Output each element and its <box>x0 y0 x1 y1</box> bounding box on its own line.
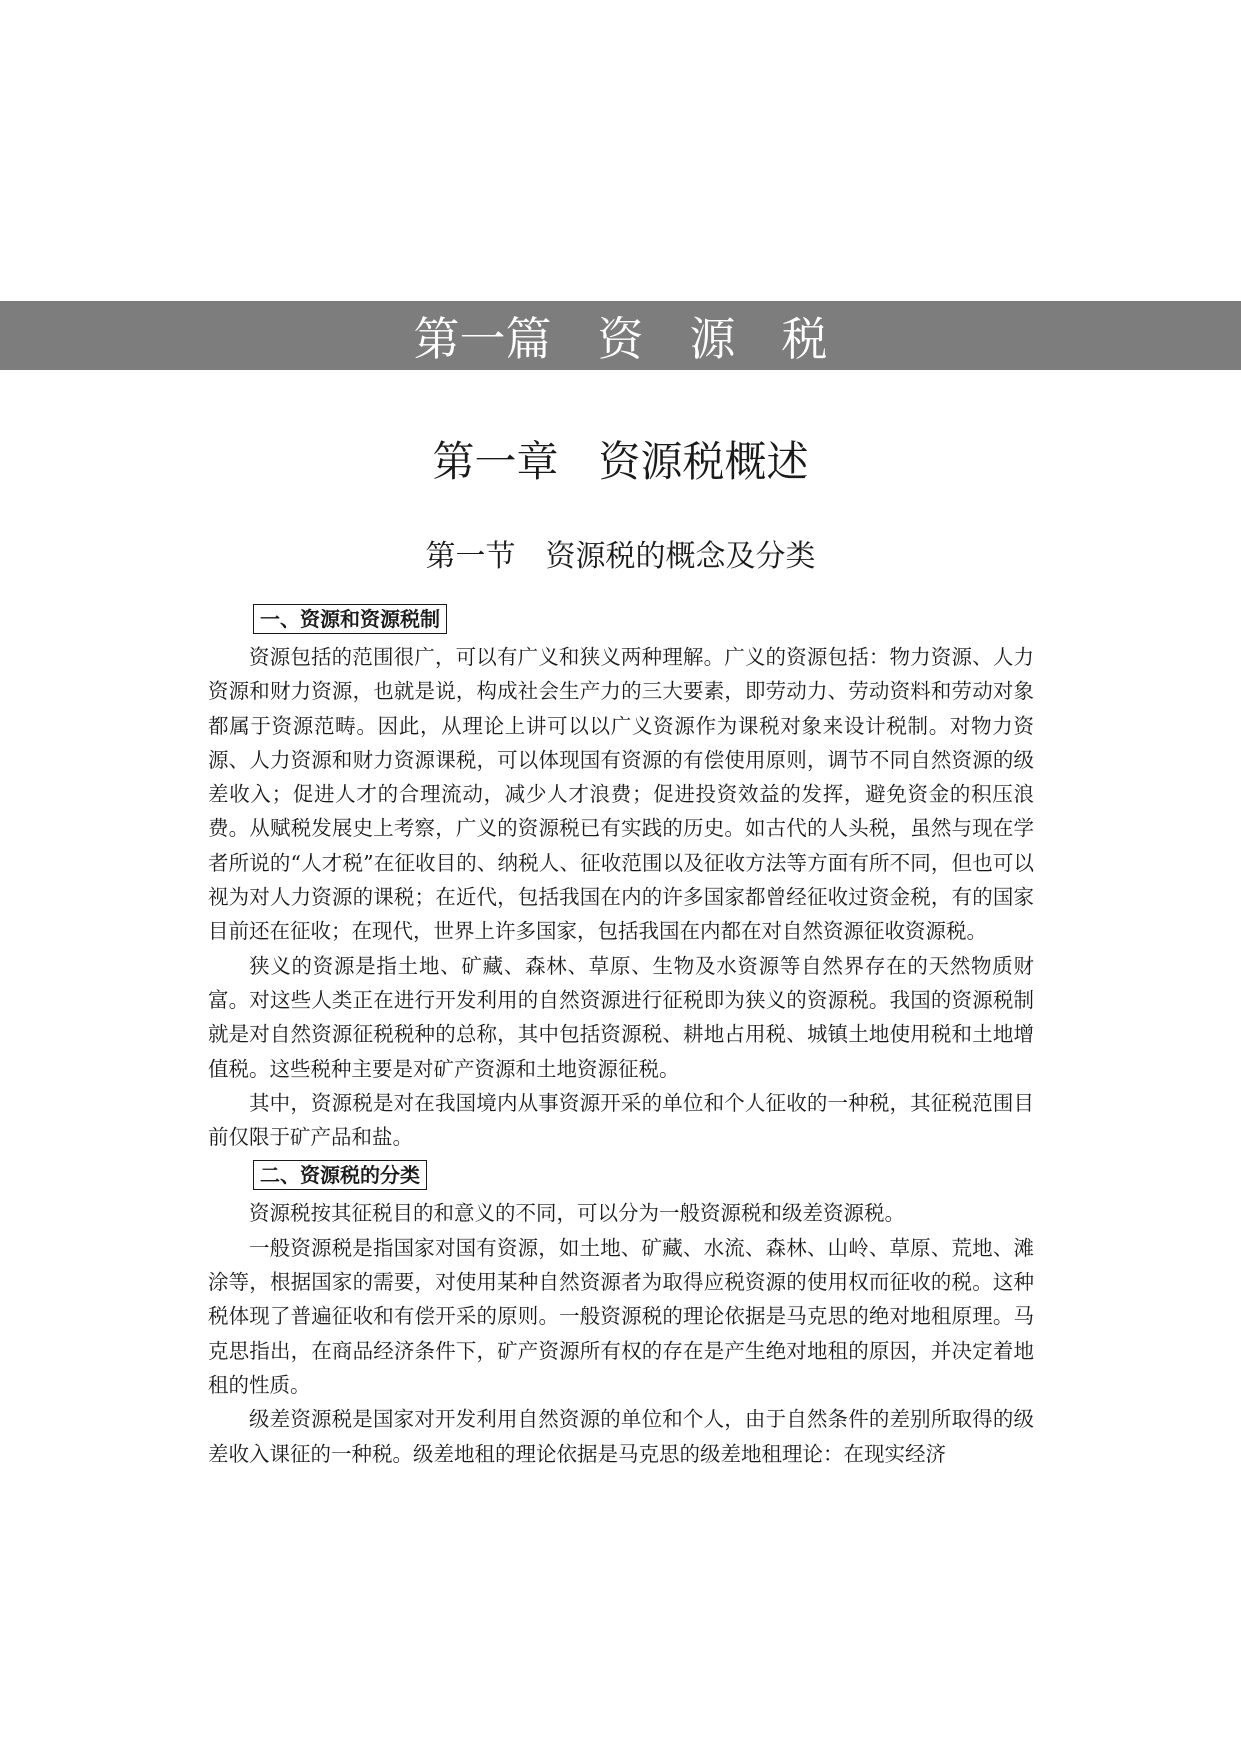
part-title-char: 税 <box>781 311 828 366</box>
body-content <box>208 602 1034 1471</box>
subsection-heading: 二、资源税的分类 <box>253 1160 427 1190</box>
body-paragraph: 狭义的资源是指土地、矿藏、森林、草原、生物及水资源等自然界存在的天然物质财富。对这些人类正在进行开发利用的自然资源进行征税即为狭义的资源税。我国的资源税制就是对自然资源征税税种的总称，其中包括资源税、耕地占用税、城镇土地使用税和土地增值税。这些税种主要是对矿产资源和土地资源征税。 <box>208 953 1034 1081</box>
body-paragraph: 其中，资源税是对在我国境内从事资源开采的单位和个人征收的一种税，其征税范围目前仅限于矿产品和盐。 <box>208 1090 1034 1150</box>
body-paragraph: 资源包括的范围很广，可以有广义和狭义两种理解。广义的资源包括：物力资源、人力资源和财力资源，也就是说，构成社会生产力的三大要素，即劳动力、劳动资料和劳动对象都属于资源范畴。因此，从理论上讲可以以广义资源作为课税对象来设计税制。对物力资源、人力资源和财力资源课税，可以体现国有资源的有偿使用原则，调节不同自然资源的级差收入；促进人才的合理流动，减少人才浪费；促进投资效益的发挥，避免资金的积压浪费。从赋税发展史上考察，广义的资源税已有实践的历史。如古代的人头税，虽然与现在学者所说的“人才税”在征收目的、纳税人、征收范围以及征收方法等方面有所不同，但也可以视为对人力资源的课税；在近代，包括我国在内的许多国家都曾经征收过资金税，有的国家目前还在征收；在现代，世界上许多国家，包括我国在内都在对自然资源征收资源税。 <box>208 645 1034 944</box>
body-paragraph: 一般资源税是指国家对国有资源，如土地、矿藏、水流、森林、山岭、草原、荒地、滩涂等，根据国家的需要，对使用某种自然资源者为取得应税资源的使用权而征收的税。这种税体现了普遍征收和有偿开采的原则。一般资源税的理论依据是马克思的绝对地租原理。马克思指出，在商品经济条件下，矿产资源所有权的存在是产生绝对地租的原因，并决定着地租的性质。 <box>208 1235 1034 1397</box>
section-number: 第一节 <box>425 539 516 574</box>
part-banner <box>0 301 1241 370</box>
chapter-number: 第一章 <box>432 437 559 486</box>
chapter-name: 资源税概述 <box>598 437 809 486</box>
section-title <box>0 534 1241 580</box>
part-title-char: 源 <box>689 311 736 366</box>
subsection-heading: 一、资源和资源税制 <box>253 604 447 634</box>
section-name: 资源税的概念及分类 <box>545 539 816 574</box>
body-paragraph: 资源税按其征税目的和意义的不同，可以分为一般资源税和级差资源税。 <box>249 1201 905 1226</box>
chapter-title <box>0 432 1241 492</box>
part-number: 第一篇 <box>413 311 552 366</box>
part-title-char: 资 <box>597 311 644 366</box>
body-paragraph: 级差资源税是国家对开发利用自然资源的单位和个人，由于自然条件的差别所取得的级差收入课征的一种税。级差地租的理论依据是马克思的级差地租理论：在现实经济 <box>208 1407 1034 1466</box>
